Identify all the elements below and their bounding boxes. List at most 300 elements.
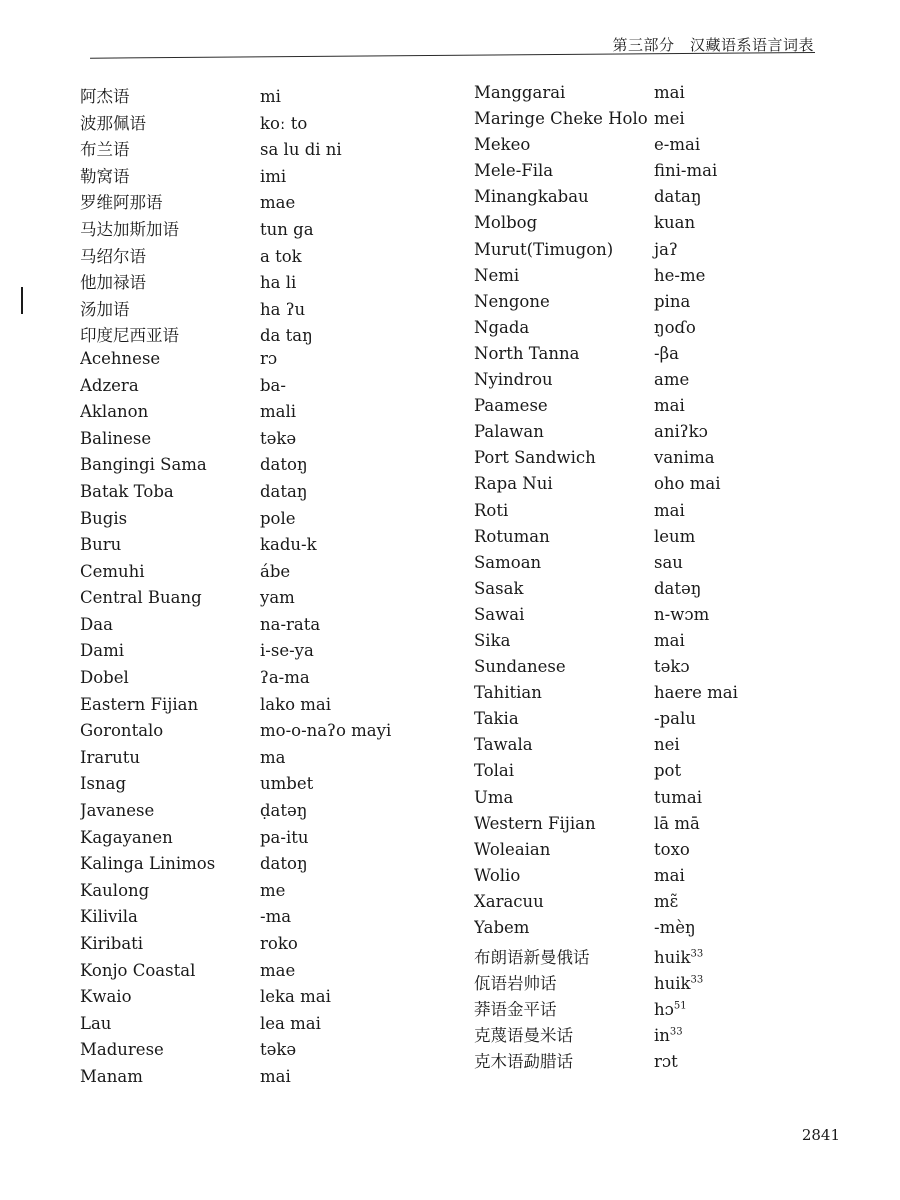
word-form xyxy=(260,87,281,106)
header-rule xyxy=(90,52,815,59)
word-entry xyxy=(80,668,480,695)
word-entry xyxy=(80,83,480,110)
word-form-text: ba- xyxy=(260,375,286,395)
word-form-text: mali xyxy=(260,402,297,422)
word-entry xyxy=(474,553,874,579)
word-form-text: tumai xyxy=(654,787,703,807)
word-entry xyxy=(80,615,480,642)
word-entry xyxy=(80,269,480,296)
language-name: North Tanna xyxy=(474,343,580,363)
word-form xyxy=(654,631,685,650)
language-name: 布朗语新曼俄话 xyxy=(474,948,590,968)
word-entry xyxy=(474,422,874,448)
language-name: Adzera xyxy=(80,375,139,395)
language-name: Port Sandwich xyxy=(474,448,596,468)
word-entry xyxy=(474,579,874,605)
word-form xyxy=(260,220,314,239)
word-form-text: hɔ xyxy=(654,1000,674,1020)
left-column xyxy=(80,83,480,1094)
word-form xyxy=(260,961,295,980)
word-form-text: umbet xyxy=(260,774,314,794)
language-name: Roti xyxy=(474,500,509,520)
word-form-text: ábe xyxy=(260,561,291,581)
language-name: 勒窝语 xyxy=(80,166,130,186)
word-form xyxy=(260,247,302,266)
word-entry xyxy=(80,509,480,536)
word-entry xyxy=(474,1048,874,1074)
word-form-text: toxo xyxy=(654,839,690,859)
word-entry xyxy=(474,187,874,213)
language-name: Western Fijian xyxy=(474,813,596,833)
word-form xyxy=(260,828,309,847)
word-form-text: datəŋ xyxy=(654,578,702,598)
language-name: Aklanon xyxy=(80,402,149,422)
language-name: Nyindrou xyxy=(474,370,553,390)
language-name: Bangingi Sama xyxy=(80,455,207,475)
language-name: Gorontalo xyxy=(80,721,164,741)
language-name: Manggarai xyxy=(474,83,566,102)
word-entry xyxy=(474,396,874,422)
word-form xyxy=(654,318,696,337)
word-form-text: ŋoɗo xyxy=(654,317,696,337)
word-form xyxy=(260,801,307,820)
word-entry xyxy=(474,474,874,500)
language-name: Isnag xyxy=(80,774,127,794)
word-form xyxy=(654,422,708,441)
word-entry xyxy=(80,987,480,1014)
word-entry xyxy=(474,370,874,396)
word-form-text: lā mā xyxy=(654,813,700,833)
word-entry xyxy=(80,934,480,961)
language-name: Balinese xyxy=(80,428,152,448)
word-form xyxy=(654,1000,687,1019)
language-name: Cemuhi xyxy=(80,561,145,581)
word-form xyxy=(654,709,696,728)
language-name: Central Buang xyxy=(80,588,202,608)
word-form xyxy=(654,474,721,493)
word-entry xyxy=(80,1040,480,1067)
word-form xyxy=(654,840,690,859)
word-entry xyxy=(474,892,874,918)
word-form xyxy=(260,562,290,581)
language-name: Rotuman xyxy=(474,526,550,546)
word-form xyxy=(260,193,295,212)
language-name: 莽语金平话 xyxy=(474,1000,557,1020)
word-form-text: təkɔ xyxy=(654,657,690,677)
language-name: Buru xyxy=(80,535,122,555)
page-number: 2841 xyxy=(801,1126,840,1144)
word-entry xyxy=(474,657,874,683)
word-form-text: roko xyxy=(260,934,298,953)
word-form xyxy=(654,553,683,572)
word-form xyxy=(260,349,277,368)
word-form xyxy=(654,501,685,520)
language-name: Rapa Nui xyxy=(474,474,553,494)
word-form-text: imi xyxy=(260,166,287,186)
word-form xyxy=(260,326,313,345)
word-form-text: təkə xyxy=(260,428,297,448)
word-form xyxy=(260,641,314,660)
word-form xyxy=(654,788,702,807)
word-form xyxy=(260,721,391,740)
word-entry xyxy=(474,213,874,239)
language-name: Kiribati xyxy=(80,934,144,953)
word-form-text: koː to xyxy=(260,113,308,133)
language-name: 他加禄语 xyxy=(80,273,146,293)
language-name: Javanese xyxy=(80,801,155,821)
word-form-text: kadu-k xyxy=(260,535,317,555)
language-name: Sika xyxy=(474,630,511,650)
word-form xyxy=(654,814,700,833)
word-form-text: pole xyxy=(260,508,296,528)
word-form-text: -βa xyxy=(654,343,679,363)
word-form-text: pot xyxy=(654,761,682,781)
word-form xyxy=(654,240,678,259)
word-form-text: ame xyxy=(654,370,690,390)
tone-mark: 51 xyxy=(673,1000,687,1012)
language-name: Wolio xyxy=(474,865,521,885)
word-entry xyxy=(80,535,480,562)
word-form xyxy=(260,273,296,292)
word-entry xyxy=(474,1022,874,1048)
word-entry xyxy=(80,961,480,988)
word-form xyxy=(654,135,700,154)
word-form xyxy=(260,429,296,448)
word-form-text: pina xyxy=(654,291,691,311)
word-form xyxy=(260,300,305,319)
language-name: Nengone xyxy=(474,291,550,311)
word-entry xyxy=(80,216,480,243)
word-form-text: lea mai xyxy=(260,1013,321,1033)
word-entry xyxy=(474,501,874,527)
word-form-text: ha ʔu xyxy=(260,299,306,319)
word-form xyxy=(260,114,307,133)
language-name: Ngada xyxy=(474,317,530,337)
word-form xyxy=(654,396,685,415)
word-form-text: me xyxy=(260,880,286,900)
word-entry xyxy=(80,774,480,801)
word-entry xyxy=(80,641,480,668)
language-name: Dami xyxy=(80,641,124,661)
word-form-text: n-wɔm xyxy=(654,604,710,624)
language-name: 佤语岩帅话 xyxy=(474,974,557,994)
word-entry xyxy=(80,349,480,376)
word-form-text: mai xyxy=(654,83,685,102)
tone-mark: 33 xyxy=(669,1026,683,1038)
word-form-text: he-me xyxy=(654,265,706,285)
language-name: Sundanese xyxy=(474,657,566,677)
word-form-text: mo-o-naʔo mayi xyxy=(260,721,392,741)
word-form xyxy=(260,668,310,687)
language-name: Murut(Timugon) xyxy=(474,239,614,259)
word-form xyxy=(654,266,705,285)
word-form-text: sau xyxy=(654,552,683,572)
word-form xyxy=(654,109,685,128)
word-form-text: mai xyxy=(654,500,685,520)
word-entry xyxy=(474,448,874,474)
tone-mark: 33 xyxy=(690,948,704,960)
word-entry xyxy=(80,1014,480,1041)
word-form-text: mei xyxy=(654,109,685,129)
word-entry xyxy=(80,243,480,270)
language-name: Manam xyxy=(80,1066,143,1086)
word-form xyxy=(260,748,285,767)
word-entry xyxy=(474,866,874,892)
word-form xyxy=(654,1026,683,1045)
word-entry xyxy=(80,136,480,163)
word-form xyxy=(260,588,295,607)
word-entry xyxy=(474,631,874,657)
word-form-text: in xyxy=(654,1026,670,1046)
word-form xyxy=(260,881,285,900)
word-form xyxy=(654,974,703,993)
word-entry xyxy=(80,163,480,190)
language-name: Tawala xyxy=(474,735,533,755)
word-form-text: i-se-ya xyxy=(260,641,314,661)
word-entry xyxy=(80,721,480,748)
word-form xyxy=(654,527,695,546)
word-entry xyxy=(80,881,480,908)
word-entry xyxy=(474,944,874,970)
word-form xyxy=(260,1014,321,1033)
language-name: Palawan xyxy=(474,422,544,442)
language-name: Paamese xyxy=(474,396,548,416)
language-name: 马绍尔语 xyxy=(80,246,146,266)
word-form xyxy=(654,866,685,885)
word-entry xyxy=(474,814,874,840)
language-name: Sawai xyxy=(474,604,525,624)
word-form-text: ḍatəŋ xyxy=(260,801,308,821)
word-form xyxy=(260,535,317,554)
word-form xyxy=(654,213,695,232)
language-name: Kagayanen xyxy=(80,827,173,847)
word-form-text: -ma xyxy=(260,907,292,927)
word-form xyxy=(260,509,296,528)
word-entry xyxy=(474,788,874,814)
word-entry xyxy=(80,455,480,482)
word-entry xyxy=(474,761,874,787)
word-form-text: huik xyxy=(654,974,691,994)
word-entry xyxy=(80,402,480,429)
word-entry xyxy=(474,918,874,944)
language-name: 马达加斯加语 xyxy=(80,219,179,239)
word-form-text: a tok xyxy=(260,246,302,266)
word-entry xyxy=(80,801,480,828)
word-form-text: yam xyxy=(260,588,295,608)
word-form-text: rɔ xyxy=(260,348,278,368)
right-column xyxy=(474,83,874,1075)
word-form-text: -mèŋ xyxy=(654,918,696,937)
word-form-text: ʔa-ma xyxy=(260,668,310,688)
language-name: Nemi xyxy=(474,265,520,285)
word-entry xyxy=(80,296,480,323)
word-form-text: mɛ̃ xyxy=(654,891,679,911)
running-head: 第三部分 汉藏语系语言词表 xyxy=(612,36,814,54)
word-form xyxy=(654,83,685,102)
word-form-text: oho mai xyxy=(654,474,721,494)
word-form-text: aniʔkɔ xyxy=(654,422,708,442)
word-form-text: fini-mai xyxy=(654,161,718,181)
word-form xyxy=(260,1040,296,1059)
word-form-text: -palu xyxy=(654,709,696,729)
word-form-text: kuan xyxy=(654,213,696,233)
word-form-text: na-rata xyxy=(260,614,321,634)
word-entry xyxy=(474,970,874,996)
language-name: 克蔑语曼米话 xyxy=(474,1026,573,1046)
word-form xyxy=(654,892,678,911)
language-name: Mele-Fila xyxy=(474,161,554,181)
word-form xyxy=(260,615,320,634)
word-entry xyxy=(80,429,480,456)
word-form-text: leka mai xyxy=(260,987,331,1007)
language-name: Konjo Coastal xyxy=(80,960,196,980)
word-form xyxy=(260,1067,291,1086)
language-name: Woleaian xyxy=(474,839,551,859)
word-entry xyxy=(80,588,480,615)
word-form xyxy=(260,907,291,926)
word-form xyxy=(654,735,680,754)
word-entry xyxy=(474,735,874,761)
word-form xyxy=(654,292,690,311)
language-name: Tolai xyxy=(474,761,515,781)
word-entry xyxy=(474,135,874,161)
word-entry xyxy=(474,109,874,135)
language-name: Kwaio xyxy=(80,987,132,1007)
word-entry xyxy=(80,322,480,349)
word-form xyxy=(654,448,715,467)
language-name: Takia xyxy=(474,709,519,729)
word-entry xyxy=(474,605,874,631)
language-name: Eastern Fijian xyxy=(80,694,199,714)
word-form xyxy=(260,140,342,159)
word-entry xyxy=(80,695,480,722)
language-name: Samoan xyxy=(474,552,542,572)
word-entry xyxy=(474,83,874,109)
word-entry xyxy=(474,318,874,344)
language-name: Tahitian xyxy=(474,683,542,703)
word-form-text: mae xyxy=(260,960,296,980)
word-form-text: lako mai xyxy=(260,694,332,714)
language-name: Kalinga Linimos xyxy=(80,854,216,874)
language-name: Yabem xyxy=(474,918,530,937)
word-form xyxy=(654,1052,678,1071)
word-entry xyxy=(474,266,874,292)
word-entry xyxy=(474,240,874,266)
word-form-text: da taŋ xyxy=(260,326,313,346)
language-name: Kaulong xyxy=(80,880,150,900)
word-form xyxy=(654,579,701,598)
margin-mark xyxy=(21,287,23,314)
word-entry xyxy=(80,482,480,509)
word-form-text: dataŋ xyxy=(654,187,702,207)
language-name: Batak Toba xyxy=(80,481,174,501)
word-form-text: mai xyxy=(654,396,685,416)
word-form-text: təkə xyxy=(260,1040,297,1060)
word-form-text: haere mai xyxy=(654,683,738,703)
language-name: 克木语勐腊话 xyxy=(474,1052,573,1072)
word-form-text: mae xyxy=(260,193,296,213)
word-entry xyxy=(80,189,480,216)
word-form xyxy=(654,657,690,676)
word-form xyxy=(260,987,331,1006)
word-entry xyxy=(474,683,874,709)
word-form-text: vanima xyxy=(654,448,715,468)
word-form-text: mai xyxy=(260,1066,291,1086)
language-name: 布兰语 xyxy=(80,140,130,160)
word-entry xyxy=(474,527,874,553)
language-name: Irarutu xyxy=(80,747,141,767)
word-entry xyxy=(474,840,874,866)
language-name: Daa xyxy=(80,614,113,634)
word-form-text: pa-itu xyxy=(260,827,309,847)
word-form-text: mai xyxy=(654,865,685,885)
word-entry xyxy=(474,292,874,318)
word-entry xyxy=(80,748,480,775)
tone-mark: 33 xyxy=(690,974,704,986)
word-entry xyxy=(80,828,480,855)
word-form-text: rɔt xyxy=(654,1052,678,1072)
language-name: Uma xyxy=(474,787,514,807)
word-entry xyxy=(80,1067,480,1094)
language-name: Madurese xyxy=(80,1040,164,1060)
language-name: Bugis xyxy=(80,508,128,528)
word-form xyxy=(654,948,703,967)
word-form xyxy=(260,774,313,793)
word-form-text: huik xyxy=(654,948,691,968)
language-name: Dobel xyxy=(80,668,129,688)
word-form-text: nei xyxy=(654,735,680,755)
word-form xyxy=(260,376,286,395)
word-form-text: mai xyxy=(654,630,685,650)
language-name: Molbog xyxy=(474,213,538,233)
language-name: 波那佩语 xyxy=(80,113,146,133)
language-name: Mekeo xyxy=(474,135,531,155)
word-form xyxy=(654,683,738,702)
word-form-text: ma xyxy=(260,747,286,767)
word-form-text: sa lu di ni xyxy=(260,140,342,160)
language-name: Sasak xyxy=(474,578,524,598)
word-form-text: mi xyxy=(260,87,281,106)
word-entry xyxy=(80,907,480,934)
word-form xyxy=(654,370,689,389)
word-form xyxy=(654,761,681,780)
word-entry xyxy=(80,376,480,403)
word-form xyxy=(260,934,298,953)
word-form xyxy=(654,344,679,363)
word-entry xyxy=(474,996,874,1022)
word-form xyxy=(654,161,717,180)
word-form xyxy=(260,402,296,421)
word-form xyxy=(260,167,286,186)
language-name: Kilivila xyxy=(80,907,138,927)
word-form xyxy=(260,482,308,501)
word-entry xyxy=(474,709,874,735)
word-form-text: datoŋ xyxy=(260,854,308,874)
language-name: 阿杰语 xyxy=(80,87,130,106)
language-name: Lau xyxy=(80,1013,112,1033)
word-form xyxy=(260,854,308,873)
word-form xyxy=(654,918,696,937)
word-form-text: jaʔ xyxy=(654,239,678,259)
word-form-text: leum xyxy=(654,526,696,546)
language-name: Xaracuu xyxy=(474,891,544,911)
word-entry xyxy=(80,562,480,589)
language-name: 汤加语 xyxy=(80,299,130,319)
word-form xyxy=(260,695,331,714)
language-name: 罗维阿那语 xyxy=(80,193,163,213)
language-name: Minangkabau xyxy=(474,187,589,207)
word-entry xyxy=(474,344,874,370)
